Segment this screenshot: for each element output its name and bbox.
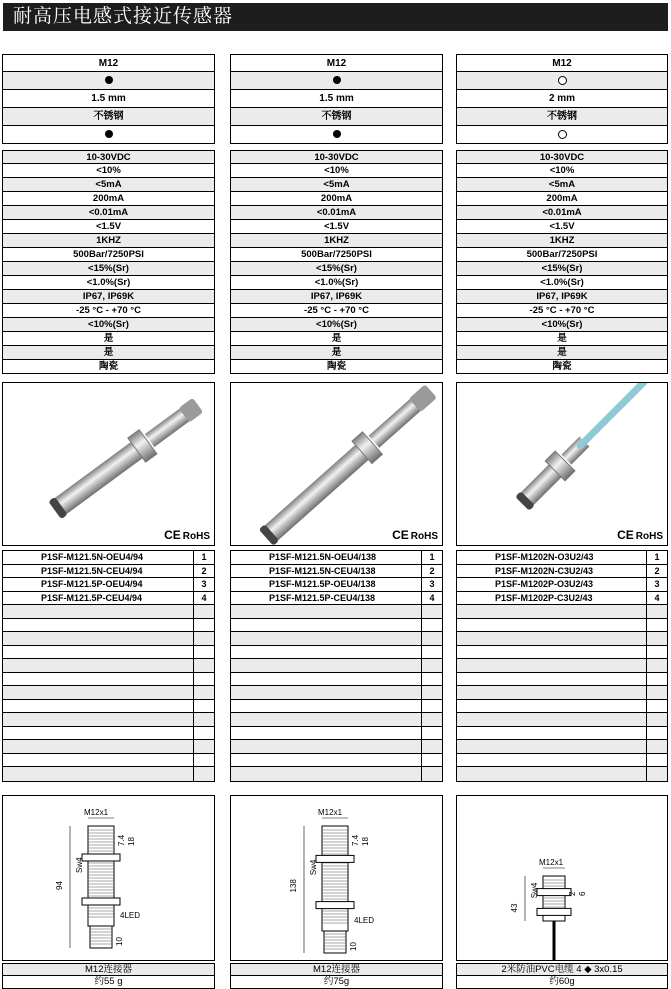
table-row <box>231 619 442 633</box>
model-index <box>193 605 214 618</box>
header-block <box>2 54 215 144</box>
model-name <box>457 754 646 767</box>
dim-c-label: 10 <box>115 936 124 946</box>
certification <box>164 528 210 542</box>
spec-row: <10% <box>456 164 668 178</box>
model-index <box>193 659 214 672</box>
model-index: 3 <box>421 578 442 591</box>
table-row <box>457 754 667 768</box>
dim-b-label: 6 <box>578 891 587 896</box>
dimension-drawing <box>456 795 668 961</box>
model-name <box>3 700 193 713</box>
sensing-distance: 1.5 mm <box>230 90 443 108</box>
model-index <box>421 754 442 767</box>
model-index <box>421 659 442 672</box>
model-index: 4 <box>646 592 667 605</box>
model-name: P1SF-M1202N-C3U2/43 <box>495 565 594 576</box>
thread-dim-label: M12x1 <box>318 807 343 817</box>
weight: 约60g <box>456 976 668 989</box>
sensor-image <box>3 383 214 545</box>
table-row <box>3 727 214 741</box>
flush-indicator <box>230 72 443 90</box>
certification <box>392 528 438 542</box>
model-index: 2 <box>421 565 442 578</box>
model-name <box>457 727 646 740</box>
table-row <box>457 659 667 673</box>
spec-row: IP67, IP69K <box>2 290 215 304</box>
table-row <box>231 551 442 565</box>
model-index <box>646 727 667 740</box>
spec-row: 陶瓷 <box>2 360 215 374</box>
rohs-mark: RoHS <box>410 531 438 542</box>
spec-row: 200mA <box>230 192 443 206</box>
model-name <box>3 659 193 672</box>
model-index <box>193 740 214 753</box>
table-row <box>231 700 442 714</box>
table-row <box>3 632 214 646</box>
model-name: P1SF-M1202N-O3U2/43 <box>495 552 594 562</box>
model-index: 1 <box>646 551 667 564</box>
table-row <box>457 700 667 714</box>
footer-block <box>230 963 443 989</box>
spec-row: <15%(Sr) <box>2 262 215 276</box>
model-index <box>646 754 667 767</box>
table-row <box>457 551 667 565</box>
dot-icon <box>105 130 113 138</box>
housing-material: 不锈钢 <box>2 108 215 126</box>
model-index <box>646 646 667 659</box>
table-row <box>3 551 214 565</box>
table-row <box>3 619 214 633</box>
model-name <box>457 713 646 726</box>
table-row <box>457 713 667 727</box>
table-row <box>457 686 667 700</box>
spec-row: 200mA <box>456 192 668 206</box>
spec-row: <0.01mA <box>230 206 443 220</box>
spec-row: <0.01mA <box>2 206 215 220</box>
flush-indicator-2 <box>2 126 215 144</box>
model-name <box>457 646 646 659</box>
flush-indicator <box>2 72 215 90</box>
table-row <box>3 605 214 619</box>
spec-row: 500Bar/7250PSI <box>2 248 215 262</box>
product-photo <box>230 382 443 546</box>
table-row <box>231 754 442 768</box>
model-name <box>457 659 646 672</box>
model-name <box>3 632 193 645</box>
model-name <box>231 740 421 753</box>
model-index <box>193 727 214 740</box>
model-index <box>646 767 667 781</box>
model-name: P1SF-M121.5N-OEU4/94 <box>41 552 144 562</box>
dot-icon <box>105 76 113 84</box>
sw-dim-label: Sw4 <box>309 859 318 875</box>
housing-material: 不锈钢 <box>456 108 668 126</box>
model-index <box>646 632 667 645</box>
table-row <box>457 727 667 741</box>
connection-type: 2米防油PVC电缆 4 ◆ 3x0.15 <box>456 963 668 976</box>
sw-dim-label: Sw4 <box>75 856 84 873</box>
table-row <box>457 646 667 660</box>
model-name <box>3 605 193 618</box>
model-name: P1SF-M1202P-O3U2/43 <box>495 579 594 589</box>
dim-c-label: 10 <box>349 941 358 951</box>
dim-a-label: 2 <box>568 891 577 896</box>
dimension-svg <box>457 796 667 960</box>
model-name <box>457 686 646 699</box>
flush-indicator <box>456 72 668 90</box>
spec-row: IP67, IP69K <box>456 290 668 304</box>
spec-row: 500Bar/7250PSI <box>230 248 443 262</box>
table-row <box>457 673 667 687</box>
table-row <box>231 632 442 646</box>
model-name <box>3 673 193 686</box>
model-name: P1SF-M121.5N-CEU4/138 <box>269 565 376 576</box>
table-row <box>3 565 214 579</box>
thread-dim-label: M12x1 <box>84 807 109 817</box>
spec-row: <10% <box>230 164 443 178</box>
spec-row: 是 <box>2 346 215 360</box>
table-row <box>231 659 442 673</box>
dim-a-label: 7.4 <box>117 834 126 846</box>
dot-icon <box>333 76 341 84</box>
spec-row: 是 <box>230 346 443 360</box>
model-index <box>193 686 214 699</box>
model-index <box>421 632 442 645</box>
table-row <box>231 740 442 754</box>
spec-row: 是 <box>456 346 668 360</box>
model-table <box>230 550 443 782</box>
spec-row: 10-30VDC <box>230 150 443 164</box>
spec-row: 是 <box>456 332 668 346</box>
footer-block <box>2 963 215 989</box>
spec-row: 1KHZ <box>456 234 668 248</box>
header-block <box>456 54 668 144</box>
spec-row: 10-30VDC <box>456 150 668 164</box>
sensor-image <box>231 383 442 545</box>
model-index: 4 <box>421 592 442 605</box>
model-name <box>231 727 421 740</box>
model-index <box>421 646 442 659</box>
model-index <box>421 686 442 699</box>
connection-type: M12连接器 <box>2 963 215 976</box>
model-name <box>231 659 421 672</box>
table-row <box>231 727 442 741</box>
thread-size: M12 <box>456 54 668 72</box>
table-row <box>457 565 667 579</box>
model-name <box>457 632 646 645</box>
page-title: 耐高压电感式接近传感器 <box>3 3 668 31</box>
model-name <box>231 700 421 713</box>
model-name <box>3 646 193 659</box>
dimension-svg <box>3 796 214 960</box>
table-row <box>231 578 442 592</box>
model-name <box>457 700 646 713</box>
spec-row: <10% <box>2 164 215 178</box>
model-index <box>421 740 442 753</box>
dim-b-label: 18 <box>361 836 370 846</box>
table-row <box>231 605 442 619</box>
spec-row: <10%(Sr) <box>230 318 443 332</box>
table-row <box>457 767 667 781</box>
model-name <box>231 713 421 726</box>
model-index <box>193 767 214 781</box>
dot-icon <box>558 76 567 85</box>
rohs-mark: RoHS <box>182 531 210 542</box>
model-name <box>457 673 646 686</box>
table-row <box>3 713 214 727</box>
model-index: 2 <box>646 565 667 578</box>
product-column-1 <box>2 54 215 989</box>
header-block <box>230 54 443 144</box>
model-name: P1SF-M1202P-C3U2/43 <box>495 592 593 603</box>
model-index <box>646 700 667 713</box>
model-name: P1SF-M121.5N-OEU4/138 <box>269 552 377 562</box>
table-row <box>457 619 667 633</box>
dim-a-label: 7.4 <box>351 834 360 846</box>
model-index <box>421 605 442 618</box>
table-row <box>3 700 214 714</box>
spec-row: <10%(Sr) <box>456 318 668 332</box>
spec-row: <1.5V <box>2 220 215 234</box>
spec-row: 10-30VDC <box>2 150 215 164</box>
table-row <box>457 632 667 646</box>
sensing-distance: 1.5 mm <box>2 90 215 108</box>
model-index: 3 <box>193 578 214 591</box>
table-row <box>231 713 442 727</box>
model-index <box>193 632 214 645</box>
model-index <box>646 605 667 618</box>
model-index <box>646 686 667 699</box>
spec-list <box>230 150 443 374</box>
model-index <box>646 659 667 672</box>
model-name: P1SF-M121.5P-OEU4/94 <box>41 579 143 589</box>
model-name <box>3 740 193 753</box>
model-name <box>231 619 421 632</box>
model-name <box>3 713 193 726</box>
table-row <box>3 754 214 768</box>
model-name <box>231 767 421 781</box>
sensor-image <box>457 383 667 545</box>
model-name <box>231 632 421 645</box>
model-name <box>3 754 193 767</box>
model-index <box>421 619 442 632</box>
spec-row: <5mA <box>2 178 215 192</box>
table-row <box>231 686 442 700</box>
ce-mark: CE <box>617 528 634 542</box>
model-index <box>193 754 214 767</box>
spec-row: <1.5V <box>456 220 668 234</box>
model-name <box>231 686 421 699</box>
spec-row: <15%(Sr) <box>456 262 668 276</box>
spec-row: <5mA <box>230 178 443 192</box>
dot-icon <box>333 130 341 138</box>
model-index <box>193 673 214 686</box>
spec-row: <1.5V <box>230 220 443 234</box>
led-label: 4LED <box>120 910 141 920</box>
rohs-mark: RoHS <box>635 531 663 542</box>
flush-indicator-2 <box>230 126 443 144</box>
spec-row: 是 <box>2 332 215 346</box>
thread-size: M12 <box>2 54 215 72</box>
model-index <box>421 767 442 781</box>
spec-row: 陶瓷 <box>230 360 443 374</box>
spec-list <box>2 150 215 374</box>
model-index <box>193 700 214 713</box>
model-index <box>646 740 667 753</box>
table-row <box>457 592 667 606</box>
model-name: P1SF-M121.5P-OEU4/138 <box>269 579 376 589</box>
table-row <box>3 578 214 592</box>
model-index: 1 <box>193 551 214 564</box>
model-name <box>3 619 193 632</box>
model-index: 1 <box>421 551 442 564</box>
model-name <box>3 767 193 781</box>
table-row <box>3 767 214 781</box>
table-row <box>457 578 667 592</box>
spec-row: <15%(Sr) <box>230 262 443 276</box>
model-index <box>646 713 667 726</box>
sw-dim-label: Sw4 <box>530 882 539 898</box>
footer-block <box>456 963 668 989</box>
product-column-3 <box>456 54 668 989</box>
model-name <box>231 673 421 686</box>
spec-row: 1KHZ <box>230 234 443 248</box>
model-name <box>457 767 646 781</box>
product-photo <box>2 382 215 546</box>
spec-row: 200mA <box>2 192 215 206</box>
model-table <box>456 550 668 782</box>
model-index <box>193 713 214 726</box>
table-row <box>3 592 214 606</box>
table-row <box>3 659 214 673</box>
model-name: P1SF-M121.5P-CEU4/138 <box>269 592 376 603</box>
connection-type: M12连接器 <box>230 963 443 976</box>
spec-row: <1.0%(Sr) <box>2 276 215 290</box>
thread-dim-label: M12x1 <box>539 857 564 867</box>
spec-row: <1.0%(Sr) <box>230 276 443 290</box>
spec-row: <0.01mA <box>456 206 668 220</box>
model-index: 3 <box>646 578 667 591</box>
model-index <box>421 727 442 740</box>
spec-row: 500Bar/7250PSI <box>456 248 668 262</box>
certification <box>617 528 663 542</box>
table-row <box>231 646 442 660</box>
spec-row: -25 °C - +70 °C <box>456 304 668 318</box>
spec-row: 是 <box>230 332 443 346</box>
dimension-drawing <box>230 795 443 961</box>
weight: 约55 g <box>2 976 215 989</box>
model-index <box>421 673 442 686</box>
flush-indicator-2 <box>456 126 668 144</box>
table-row <box>457 740 667 754</box>
spec-row: <10%(Sr) <box>2 318 215 332</box>
model-name: P1SF-M121.5P-CEU4/94 <box>41 592 143 603</box>
model-name: P1SF-M121.5N-CEU4/94 <box>41 565 143 576</box>
model-name <box>231 754 421 767</box>
table-row <box>3 740 214 754</box>
spec-row: -25 °C - +70 °C <box>2 304 215 318</box>
spec-row: <5mA <box>456 178 668 192</box>
model-index <box>421 713 442 726</box>
product-photo <box>456 382 668 546</box>
table-row <box>231 592 442 606</box>
model-index <box>421 700 442 713</box>
model-index: 2 <box>193 565 214 578</box>
table-row <box>3 673 214 687</box>
model-name <box>3 686 193 699</box>
model-name <box>231 646 421 659</box>
length-dim-label: 138 <box>289 878 298 892</box>
housing-material: 不锈钢 <box>230 108 443 126</box>
model-name <box>457 619 646 632</box>
weight: 约75g <box>230 976 443 989</box>
table-row <box>3 686 214 700</box>
table-row <box>231 673 442 687</box>
sensing-distance: 2 mm <box>456 90 668 108</box>
model-index <box>193 646 214 659</box>
product-column-2 <box>230 54 443 989</box>
model-index <box>646 619 667 632</box>
table-row <box>3 646 214 660</box>
model-index: 4 <box>193 592 214 605</box>
dimension-drawing <box>2 795 215 961</box>
dot-icon <box>558 130 567 139</box>
spec-row: 1KHZ <box>2 234 215 248</box>
spec-row: -25 °C - +70 °C <box>230 304 443 318</box>
dimension-svg <box>231 796 442 960</box>
spec-row: <1.0%(Sr) <box>456 276 668 290</box>
model-name <box>231 605 421 618</box>
dim-b-label: 18 <box>127 836 136 846</box>
model-name <box>457 740 646 753</box>
length-dim-label: 43 <box>510 903 519 912</box>
length-dim-label: 94 <box>55 880 64 890</box>
model-index <box>193 619 214 632</box>
model-name <box>457 605 646 618</box>
table-row <box>231 767 442 781</box>
led-label: 4LED <box>354 915 375 925</box>
spec-row: 陶瓷 <box>456 360 668 374</box>
spec-row: IP67, IP69K <box>230 290 443 304</box>
model-name <box>3 727 193 740</box>
ce-mark: CE <box>392 528 409 542</box>
model-table <box>2 550 215 782</box>
table-row <box>231 565 442 579</box>
model-index <box>646 673 667 686</box>
thread-size: M12 <box>230 54 443 72</box>
spec-list <box>456 150 668 374</box>
table-row <box>457 605 667 619</box>
ce-mark: CE <box>164 528 181 542</box>
